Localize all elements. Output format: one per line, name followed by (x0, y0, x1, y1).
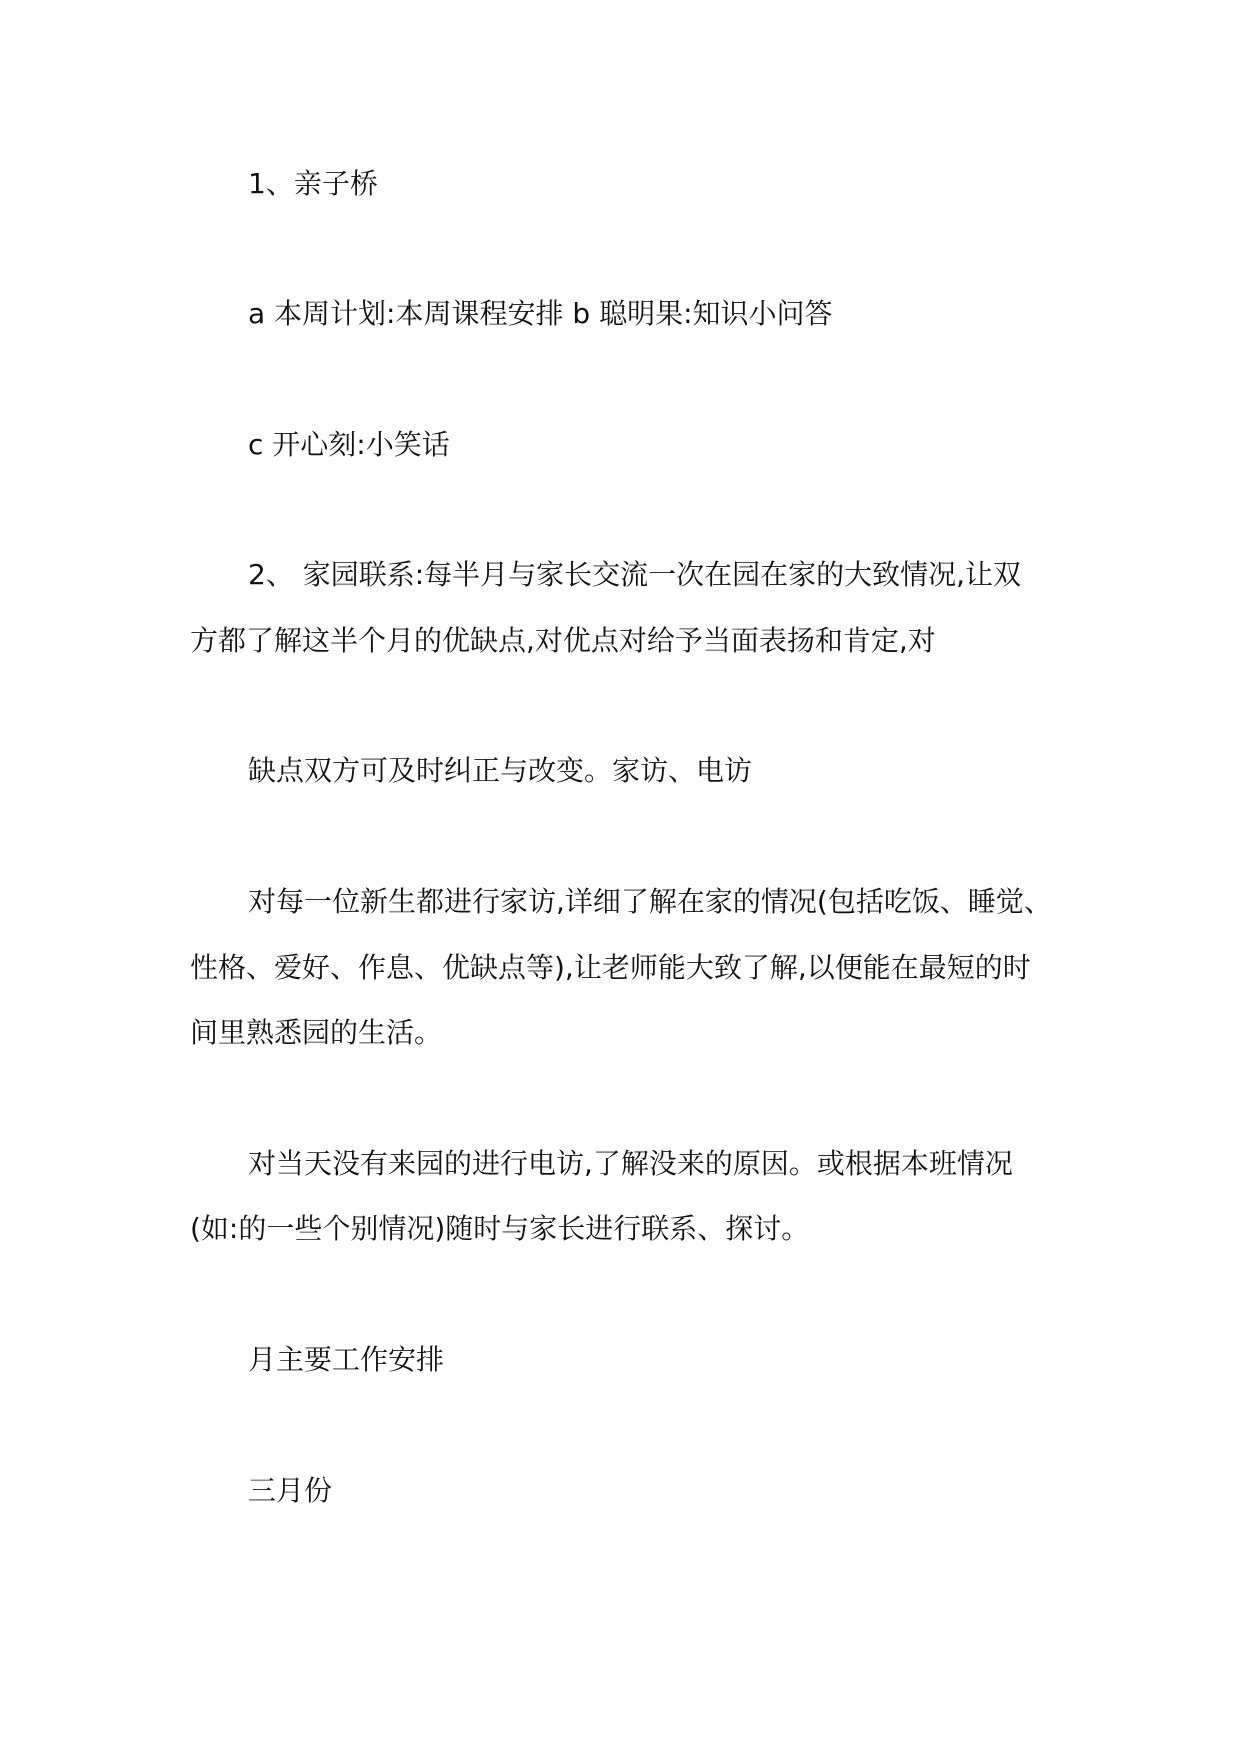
paragraph-line: 对当天没有来园的进行电访,了解没来的原因。或根据本班情况 (248, 1147, 1013, 1180)
paragraph-line: a 本周计划:本周课程安排 b 聪明果:知识小问答 (248, 297, 833, 330)
paragraph-line: 2、 家园联系:每半月与家长交流一次在园在家的大致情况,让双 (248, 558, 1022, 591)
paragraph-line: 缺点双方可及时纠正与改变。家访、电访 (248, 754, 753, 787)
paragraph-line: 方都了解这半个月的优缺点,对优点对给予当面表扬和肯定,对 (190, 624, 936, 657)
paragraph-line: (如:的一些个别情况)随时与家长进行联系、探讨。 (190, 1212, 810, 1245)
paragraph-line: 对每一位新生都进行家访,详细了解在家的情况(包括吃饭、睡觉、 (248, 885, 1052, 918)
paragraph-line: 间里熟悉园的生活。 (190, 1016, 443, 1049)
paragraph-line: c 开心刻:小笑话 (248, 428, 450, 461)
paragraph-line: 性格、爱好、作息、优缺点等),让老师能大致了解,以便能在最短的时 (190, 951, 1031, 984)
section-heading-monthly-plan: 月主要工作安排 (248, 1343, 445, 1376)
section-heading-march: 三月份 (248, 1474, 333, 1507)
section-heading-parent-child-bridge: 1、亲子桥 (248, 167, 378, 200)
